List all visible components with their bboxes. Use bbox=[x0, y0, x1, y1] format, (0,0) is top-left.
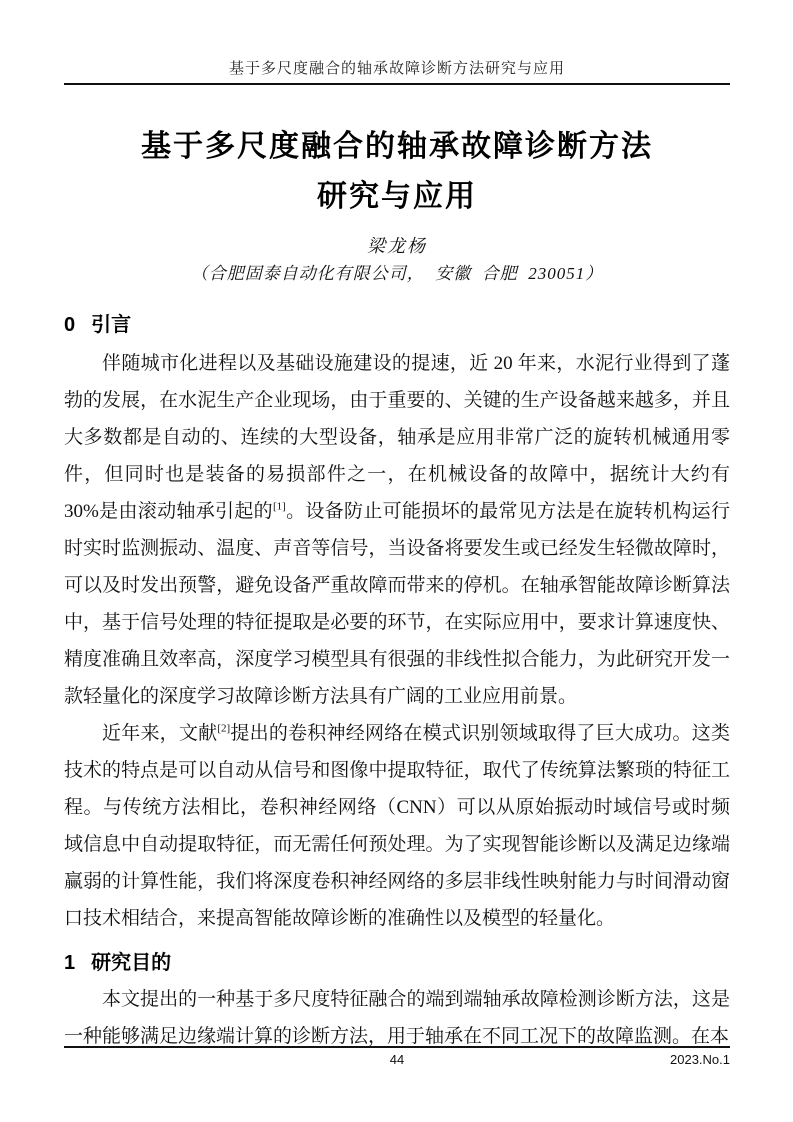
author-name: 梁龙杨 bbox=[367, 236, 427, 256]
paragraph-text: 伴随城市化进程以及基础设施建设的提速，近 20 年来，水泥行业得到了蓬勃的发展，在水泥生产企业现场，由于重要的、关键的生产设备越来越多，并且大多数都是自动的、连续的大型设备，轴承是应用非常广泛的旋转机械通用零件，但同时也是装备的易损部件之一，在机械设备的故障中，据统计大约有 30%是由滚动轴承引起的 bbox=[64, 353, 730, 522]
header-divider bbox=[64, 83, 730, 85]
section-number: 0 bbox=[64, 314, 76, 336]
article-title bbox=[64, 122, 730, 222]
page-footer bbox=[64, 1051, 730, 1069]
citation-ref-1: [1] bbox=[272, 500, 286, 513]
page-number: 44 bbox=[389, 1052, 405, 1067]
paragraph-text: 提出的卷积神经网络在模式识别领域取得了巨大成功。这类技术的特点是可以自动从信号和图像中提取特征，取代了传统算法繁琐的特征工程。与传统方法相比，卷积神经网络（CNN）可以从原始振动时域信号或时频域信息中自动提取特征，而无需任何预处理。为了实现智能诊断以及满足边缘端赢弱的计算性能，我们将深度卷积神经网络的多层非线性映射能力与时间滑动窗口技术相结合，来提高智能故障诊断的准确性以及模型的轻量化。 bbox=[64, 723, 730, 929]
section-heading-purpose bbox=[64, 949, 730, 977]
intro-paragraph-2 bbox=[64, 715, 730, 937]
article-title-line1: 基于多尺度融合的轴承故障诊断方法 bbox=[141, 130, 653, 163]
paragraph-text: 近年来，文献 bbox=[102, 723, 218, 744]
intro-paragraph-1 bbox=[64, 345, 730, 715]
paragraph-text: 。设备防止可能损坏的最常见方法是在旋转机构运行时实时监测振动、温度、声音等信号，当设备将要发生或已经发生轻微故障时，可以及时发出预警，避免设备严重故障而带来的停机。在轴承智能故障诊断算法中，基于信号处理的特征提取是必要的环节，在实际应用中，要求计算速度快、精度准确且效率高，深度学习模型具有很强的非线性拟合能力，为此研究开发一款轻量化的深度学习故障诊断方法具有广阔的工业应用前景。 bbox=[64, 501, 730, 707]
article-title-line2: 研究与应用 bbox=[317, 180, 477, 213]
section-heading-introduction bbox=[64, 311, 730, 339]
author-affiliation: （合肥固泰自动化有限公司， 安徽 合肥 230051） bbox=[190, 264, 604, 283]
section-title: 引言 bbox=[91, 314, 132, 336]
journal-issue-label: 2023.No.1 bbox=[670, 1052, 730, 1067]
running-header: 基于多尺度融合的轴承故障诊断方法研究与应用 bbox=[228, 61, 565, 77]
section-number: 1 bbox=[64, 952, 76, 974]
section-title: 研究目的 bbox=[91, 952, 172, 974]
purpose-paragraph-1 bbox=[64, 981, 730, 1055]
citation-ref-2: [2] bbox=[217, 722, 231, 735]
footer-divider bbox=[64, 1046, 730, 1048]
paragraph-text: 本文提出的一种基于多尺度特征融合的端到端轴承故障检测诊断方法，这是一种能够满足边缘端计算的诊断方法，用于轴承在不同工况下的故障监测。在本 bbox=[64, 989, 730, 1047]
